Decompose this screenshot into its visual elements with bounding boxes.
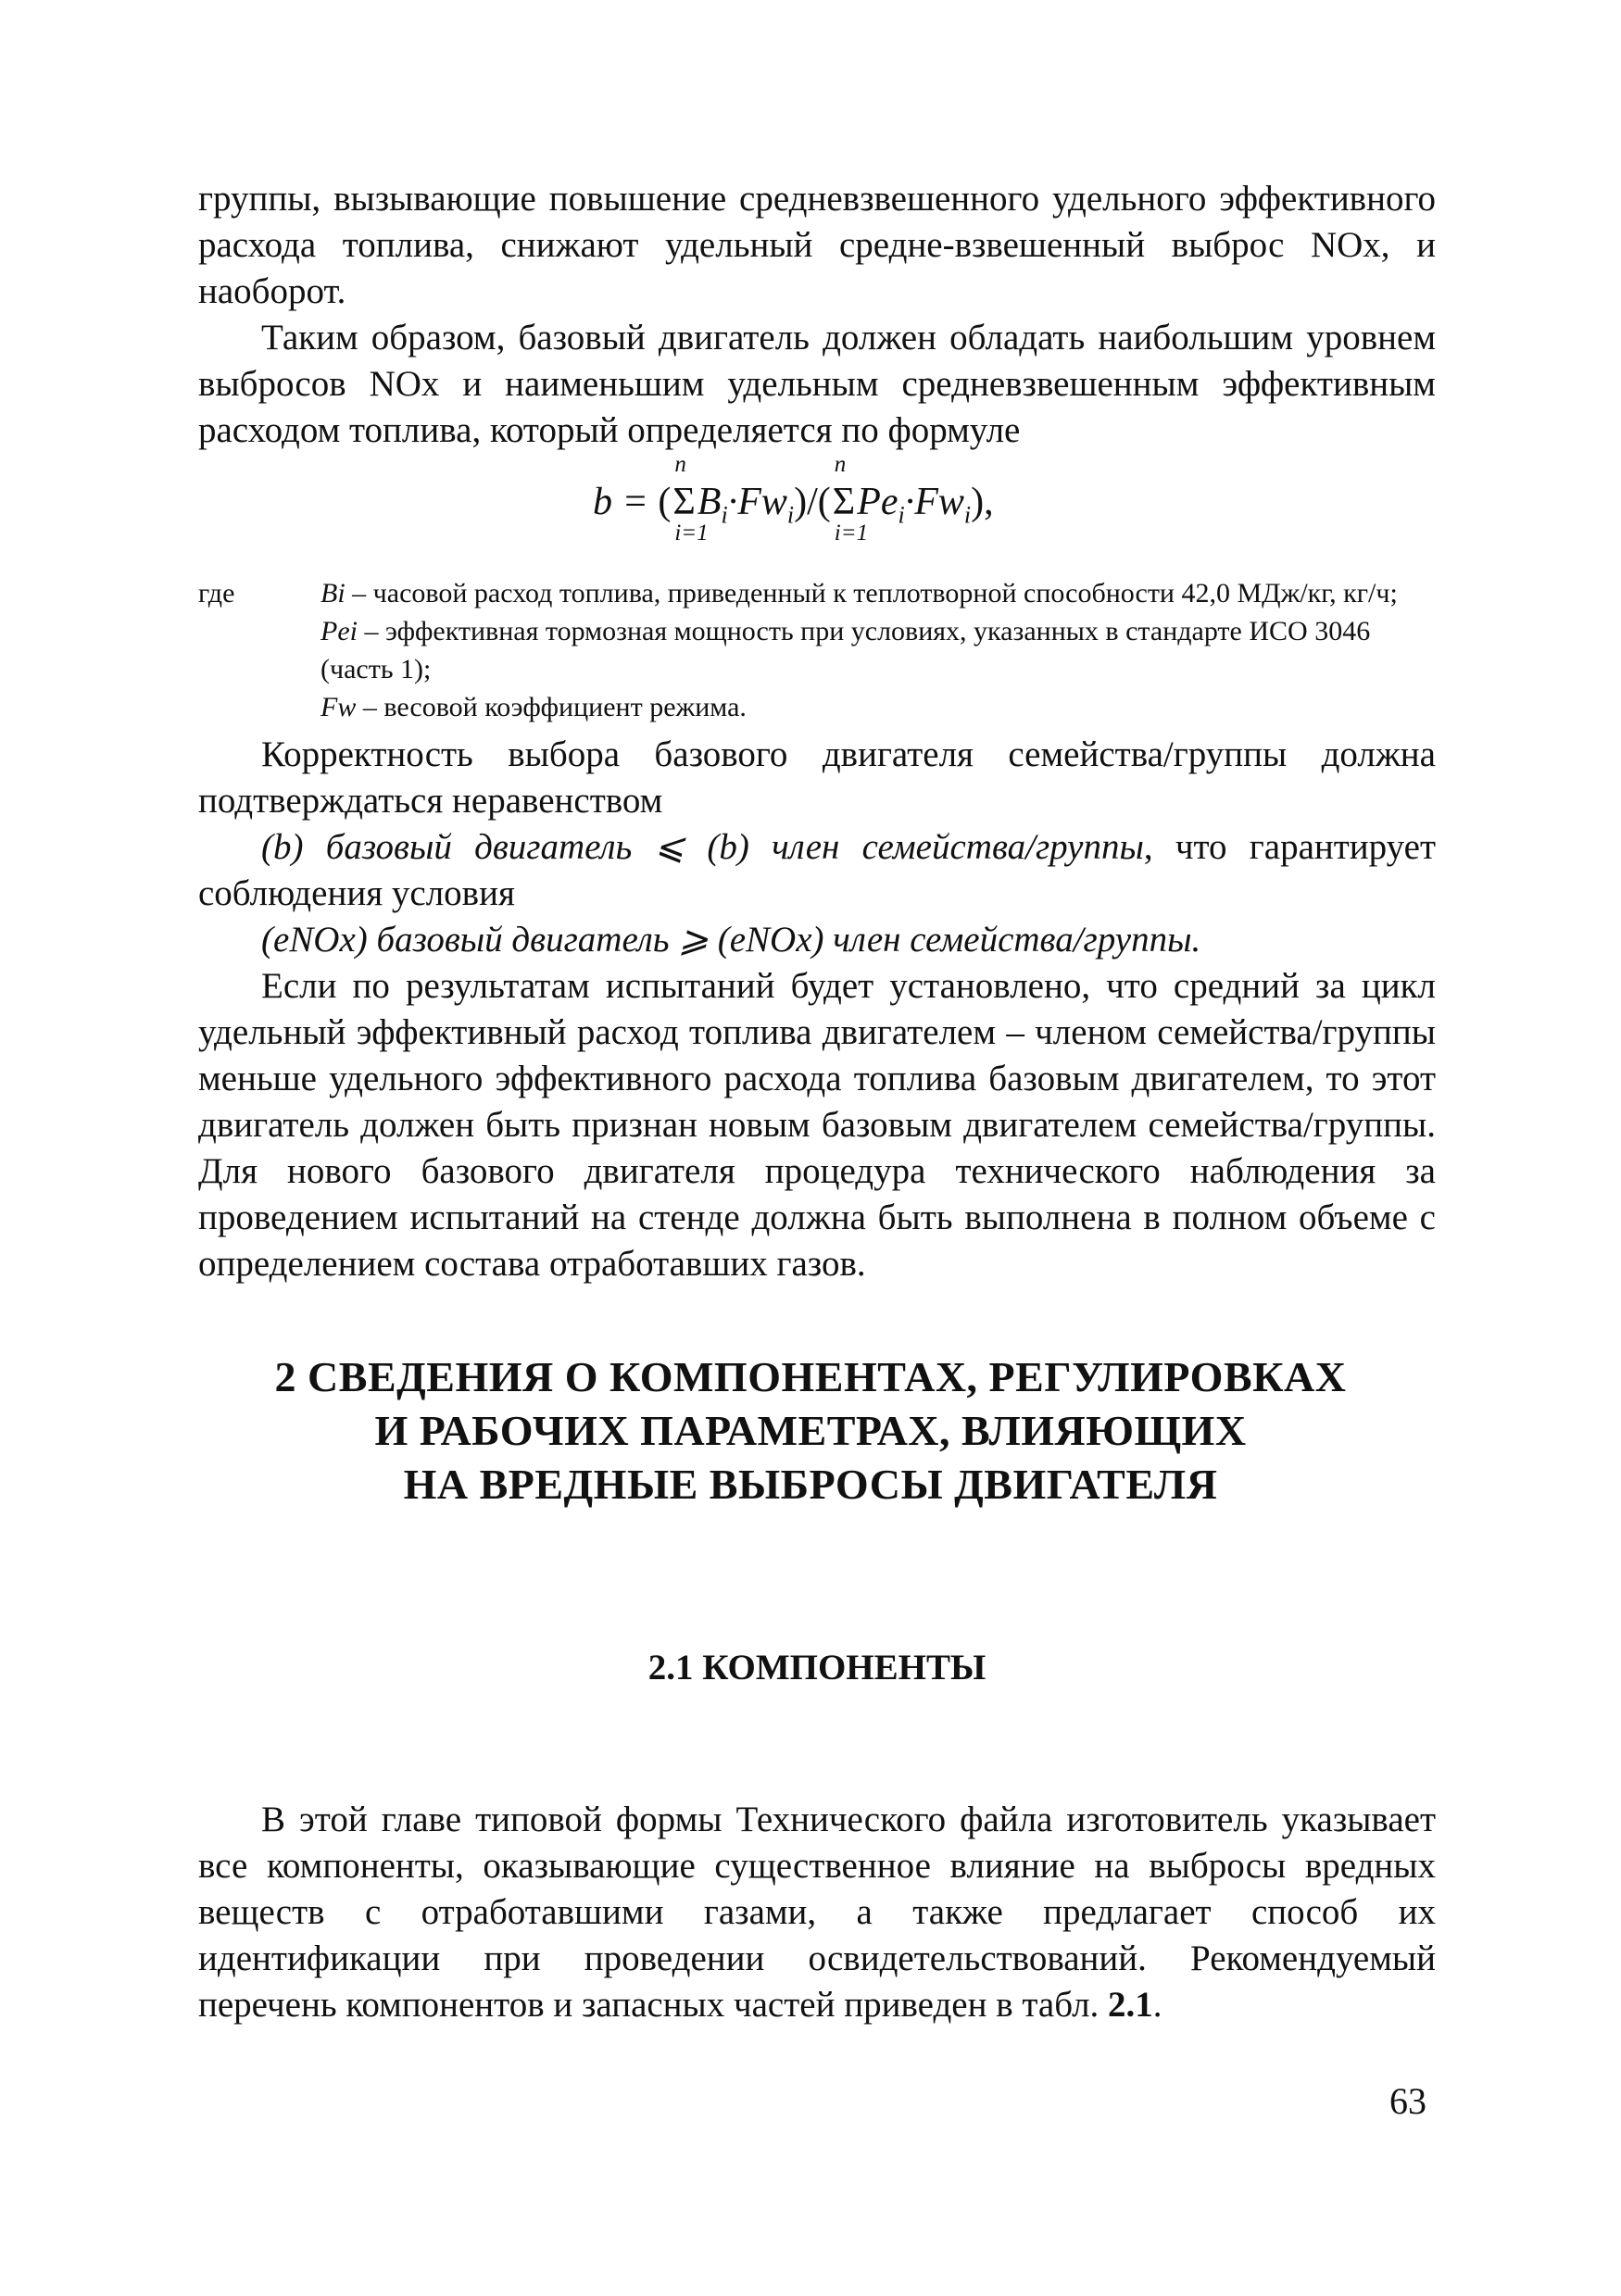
- definition-row: Fw – весовой коэффициент режима.: [320, 692, 747, 722]
- paragraph-2: Таким образом, базовый двигатель должен обладать наибольшим уровнем выбросов NOx и наименьшим удельным средневзвешенным эффективным расходом топлива, который определяется по формуле: [198, 318, 1436, 450]
- paragraph-1: группы, вызывающие повышение средневзвешенного удельного эффективного расхода топлива, снижают удельный средне-взвешенный выброс NOx, и наоборот.: [198, 179, 1436, 311]
- inequality-2: (eNOx) базовый двигатель ⩾ (eNOx) член семейства/группы.: [261, 920, 1201, 960]
- paragraph-4: Если по результатам испытаний будет установлено, что средний за цикл удельный эффективный расход топлива двигателем – членом семейства/группы меньше удельного эффективного расхода топлива базовым двигателем, то этот двигатель должен быть признан новым базовым двигателем семейства/группы. Для нового базового двигателя процедура технического наблюдения за проведением испытаний на стенде должна быть выполнена в полном объеме с определением состава отработавших газов.: [198, 966, 1436, 1284]
- where-label: где: [198, 578, 235, 609]
- definition-row: Pei – эффективная тормозная мощность при условиях, указанных в стандарте ИСО 3046 (часть 1);: [320, 616, 1371, 684]
- main-text: [198, 732, 1436, 1287]
- fuel-consumption-formula: b = ( n Σ i=1 $B_i\cdot Fw_i)/$( n Σ i=1 $Pe_i\cdot Fw_i$),: [593, 452, 994, 546]
- formula-lhs: b =: [593, 481, 648, 523]
- page-number: 63: [1389, 2080, 1426, 2122]
- section-heading: 2.1 КОМПОНЕНТЫ: [647, 1648, 986, 1687]
- chapter-heading: 2 СВЕДЕНИЯ О КОМПОНЕНТАХ, РЕГУЛИРОВКАХ И РАБОЧИХ ПАРАМЕТРАХ, ВЛИЯЮЩИХ НА ВРЕДНЫЕ ВЫБРОСЫ ДВИГАТЕЛЯ: [274, 1353, 1347, 1508]
- sum-1: n Σ i=1: [672, 452, 709, 546]
- paragraph-5: В этой главе типовой формы Технического файла изготовитель указывает все компоненты, оказывающие существенное влияние на выбросы вредных веществ с отработавшими газами, а также предлагает способ их идентификации при проведении освидетельствований. Рекомендуемый перечень компонентов и запасных частей приведен в табл. 2.1.: [198, 1800, 1436, 2025]
- formula-definitions: [198, 574, 1439, 726]
- section-text: [198, 1797, 1436, 2028]
- intro-text: [198, 176, 1436, 454]
- table-reference: 2.1: [1108, 1985, 1153, 2025]
- inequality-1: (b) базовый двигатель ⩽ (b) член семейства/группы, что гарантирует соблюдения условия: [198, 827, 1436, 913]
- definition-row: где Bi – часовой расход топлива, приведенный к теплотворной способности 42,0 МДж/кг, кг/ч;: [198, 574, 1439, 612]
- sum-2: n Σ i=1: [832, 452, 869, 546]
- paragraph-3: Корректность выбора базового двигателя семейства/группы должна подтверждаться неравенством: [198, 734, 1436, 821]
